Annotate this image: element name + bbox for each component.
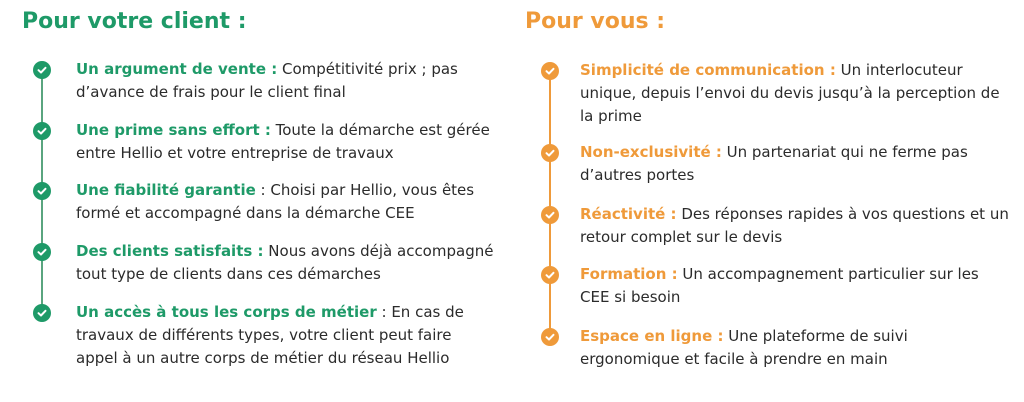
check-circle-icon (541, 62, 559, 80)
check-circle-icon (541, 144, 559, 162)
benefit-description: Des réponses rapides à vos questions et un retour complet sur le devis (580, 205, 1009, 246)
check-circle-icon (541, 206, 559, 224)
check-circle-icon (541, 328, 559, 346)
benefit-description: Un interlocuteur unique, depuis l’envoi du devis jusqu’à la perception de la prime (580, 61, 1000, 125)
benefit-label: Des clients satisfaits : (76, 242, 264, 260)
benefit-description: Une plateforme de suivi ergonomique et facile à prendre en main (580, 327, 908, 368)
benefit-description: Nous avons déjà accompagné tout type de clients dans ces démarches (76, 242, 494, 283)
benefit-item (76, 58, 496, 104)
check-circle-icon (33, 182, 51, 200)
timeline-line-right (549, 72, 551, 337)
benefit-description: : En cas de travaux de différents types, votre client peut faire appel à un autre corps de métier du réseau Hellio (76, 303, 464, 367)
benefit-description: Un accompagnement particulier sur les CEE si besoin (580, 265, 979, 306)
benefit-label: Non-exclusivité : (580, 143, 722, 161)
check-circle-icon (541, 266, 559, 284)
check-circle-icon (33, 61, 51, 79)
benefit-item (580, 59, 1010, 128)
benefit-label: Simplicité de communication : (580, 61, 836, 79)
benefit-item (76, 301, 496, 370)
benefit-description: Compétitivité prix ; pas d’avance de frais pour le client final (76, 60, 458, 101)
you-section-title: Pour vous : (525, 9, 666, 34)
benefit-item (76, 179, 496, 225)
check-circle-icon (33, 122, 51, 140)
benefit-label: Un accès à tous les corps de métier (76, 303, 377, 321)
benefit-description: : Choisi par Hellio, vous êtes formé et accompagné dans la démarche CEE (76, 181, 475, 222)
benefit-description: Un partenariat qui ne ferme pas d’autres portes (580, 143, 968, 184)
benefit-label: Une fiabilité garantie (76, 181, 256, 199)
benefit-item (580, 325, 1010, 371)
benefit-item (580, 263, 1010, 309)
benefit-item (580, 203, 1010, 249)
benefit-item (76, 240, 496, 286)
benefit-label: Formation : (580, 265, 678, 283)
benefit-description: Toute la démarche est gérée entre Hellio et votre entreprise de travaux (76, 121, 490, 162)
check-circle-icon (33, 304, 51, 322)
benefit-label: Réactivité : (580, 205, 677, 223)
benefit-item (76, 119, 496, 165)
client-section-title: Pour votre client : (22, 9, 247, 34)
benefit-label: Espace en ligne : (580, 327, 724, 345)
benefit-label: Un argument de vente : (76, 60, 278, 78)
check-circle-icon (33, 243, 51, 261)
benefit-label: Une prime sans effort : (76, 121, 271, 139)
benefit-item (580, 141, 1010, 187)
